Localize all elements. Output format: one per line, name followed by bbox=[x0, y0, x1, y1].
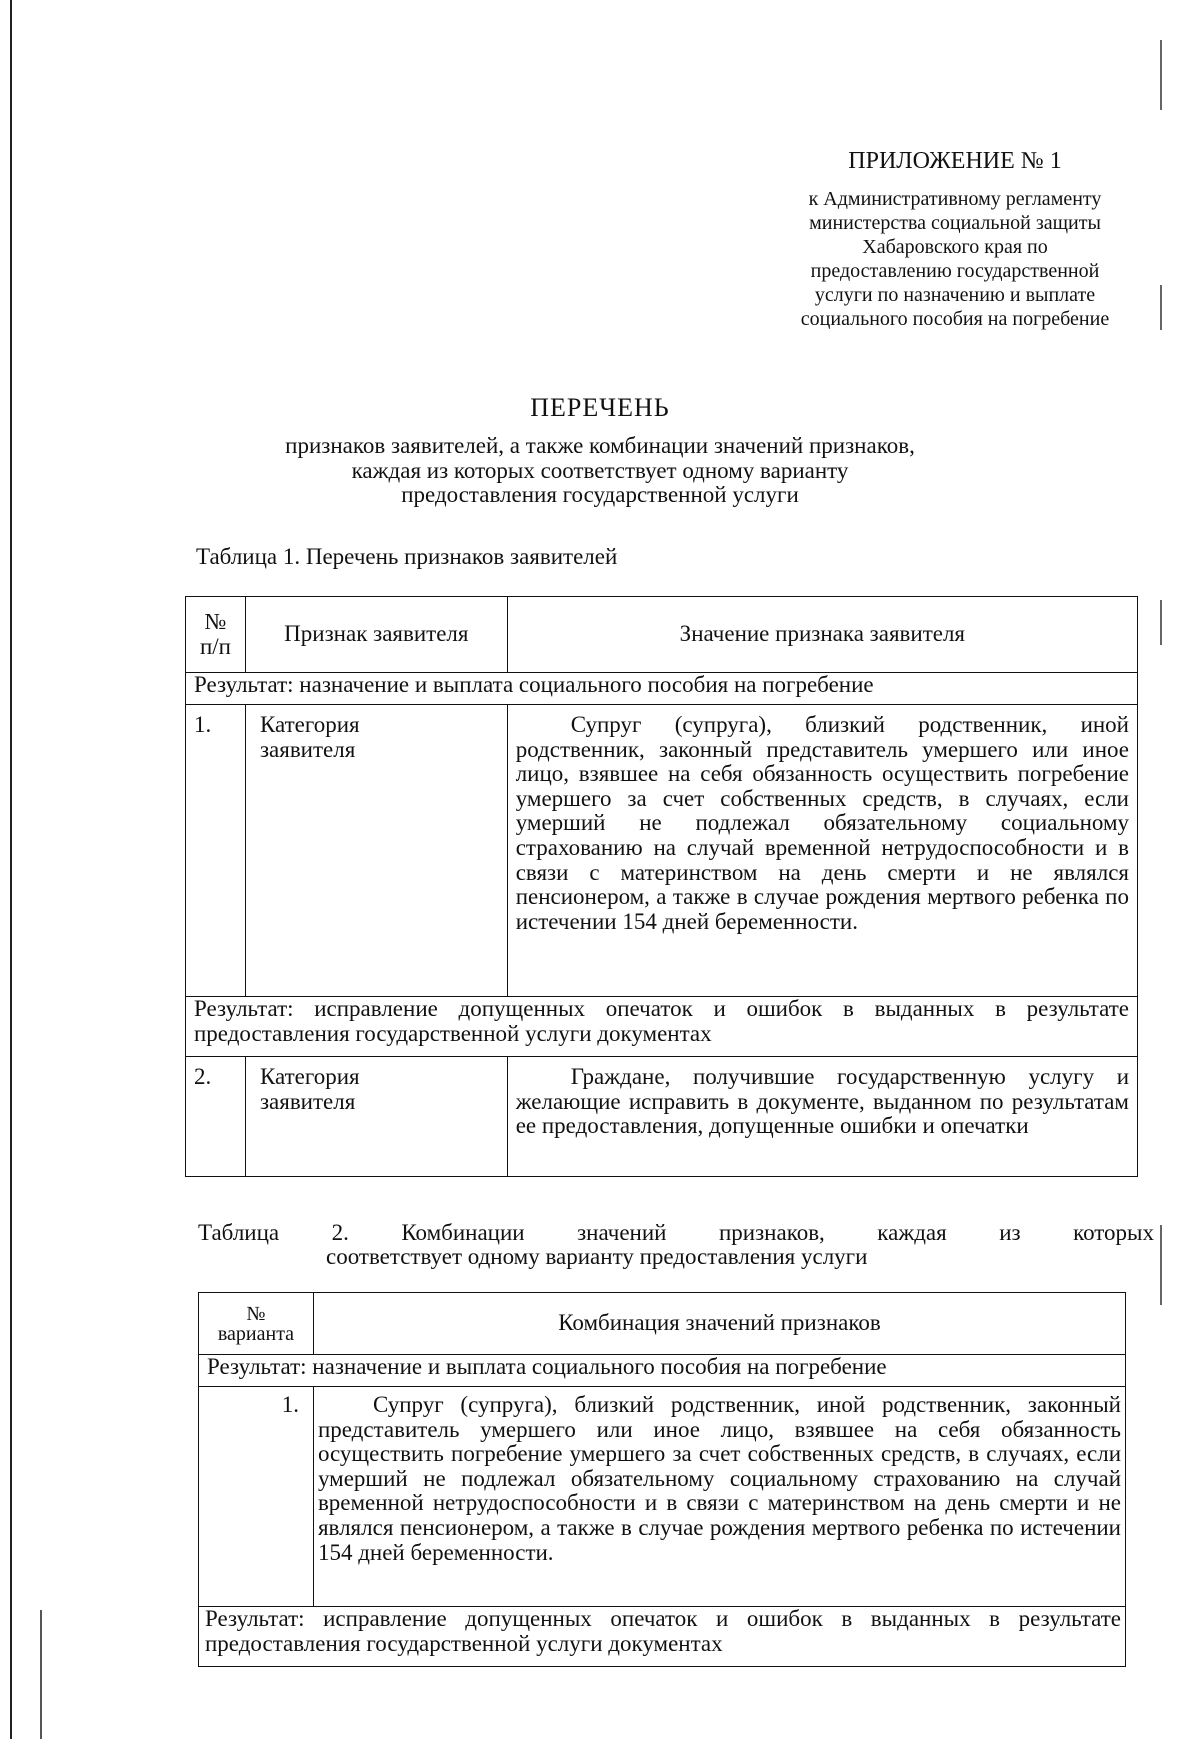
feature-line: Категория bbox=[259, 712, 360, 737]
table1-caption: Таблица 1. Перечень признаков заявителей bbox=[196, 544, 618, 569]
feature-line: Категория bbox=[259, 1064, 360, 1089]
table2 bbox=[198, 1292, 1126, 1667]
scan-left-edge-lower bbox=[40, 1610, 42, 1739]
table1-header-feature: Признак заявителя bbox=[245, 597, 507, 673]
header-num-symbol: № bbox=[204, 608, 227, 634]
table1-header-value: Значение признака заявителя bbox=[507, 597, 1137, 673]
scan-right-edge-mark bbox=[1160, 40, 1162, 110]
table1-row2-value: Граждане, получившие государственную услугу и желающие исправить в документе, выданном по результатам ее предоставления, допущенные ошибки и опечатки bbox=[507, 1057, 1137, 1177]
table-row bbox=[199, 1387, 1126, 1607]
appendix-line: министерства социальной защиты bbox=[809, 212, 1101, 234]
table2-header-combination: Комбинация значений признаков bbox=[313, 1293, 1125, 1355]
feature-line: заявителя bbox=[259, 1088, 356, 1114]
table2-caption-line2: соответствует одному варианту предоставления услуги bbox=[326, 1244, 868, 1269]
table2-section-row bbox=[199, 1355, 1126, 1387]
table1-row1-feature bbox=[245, 705, 507, 997]
scan-right-edge-mark bbox=[1160, 285, 1162, 330]
header-num-symbol: № bbox=[246, 1302, 266, 1325]
subtitle-line: каждая из которых соответствует одному варианту bbox=[351, 457, 849, 483]
table2-row1-value: Супруг (супруга), близкий родственник, иной родственник, законный представитель умершего или иное лицо, взявшее на себя обязанность осуществить погребение умершего за счет собственных средств, в случаях, если умерший не подлежал обязательному социальному страхованию на случай временной нетрудоспособности и в связи с материнством на день смерти и не являлся пенсионером, а также в случае рождения мертвого ребенка по истечении 154 дней беременности. bbox=[313, 1387, 1125, 1607]
table-row bbox=[186, 705, 1138, 997]
table-row bbox=[186, 1057, 1138, 1177]
feature-line: заявителя bbox=[259, 736, 356, 762]
scan-left-edge bbox=[10, 0, 12, 1739]
appendix-line: предоставлению государственной bbox=[810, 260, 1100, 282]
table1-row1-num: 1. bbox=[186, 705, 246, 997]
subtitle-line: признаков заявителей, а также комбинации значений признаков, bbox=[285, 433, 915, 458]
table2-section-result-1: Результат: назначение и выплата социального пособия на погребение bbox=[199, 1355, 1126, 1387]
document-subtitle bbox=[200, 434, 1000, 508]
document-title: ПЕРЕЧЕНЬ bbox=[530, 393, 670, 422]
appendix-line: услуги по назначению и выплате bbox=[814, 284, 1096, 306]
header-num-label: варианта bbox=[217, 1322, 295, 1345]
table1 bbox=[185, 596, 1138, 1177]
table2-header-row bbox=[199, 1293, 1126, 1355]
appendix-line: Хабаровского края по bbox=[862, 236, 1048, 258]
table1-row1-value: Супруг (супруга), близкий родственник, иной родственник, законный представитель умершего или иное лицо, взявшее на себя обязанность осуществить погребение умершего за счет собственных средств, в случаях, если умерший не подлежал обязательному социальному страхованию на случай временной нетрудоспособности и в связи с материнством на день смерти и не являлся пенсионером, а также в случае рождения мертвого ребенка по истечении 154 дней беременности. bbox=[507, 705, 1137, 997]
subtitle-line: предоставления государственной услуги bbox=[401, 482, 799, 507]
table2-caption-line1: Таблица 2. Комбинации значений признаков, каждая из которых bbox=[198, 1220, 1154, 1245]
appendix-line: социального пособия на погребение bbox=[800, 308, 1110, 330]
table1-header-num bbox=[186, 597, 246, 673]
table1-header-row bbox=[186, 597, 1138, 673]
table1-section-result-2: Результат: исправление допущенных опечаток и ошибок в выданных в результате предоставления государственной услуги документах bbox=[186, 997, 1138, 1057]
header-num-label: п/п bbox=[199, 633, 231, 659]
table2-row1-num: 1. bbox=[199, 1387, 314, 1607]
table2-section-result-2: Результат: исправление допущенных опечаток и ошибок в выданных в результате предоставления государственной услуги документах bbox=[199, 1607, 1126, 1667]
table1-row2-feature bbox=[245, 1057, 507, 1177]
appendix-title: ПРИЛОЖЕНИЕ № 1 bbox=[848, 148, 1062, 174]
table1-row2-num: 2. bbox=[186, 1057, 246, 1177]
table1-section-row bbox=[186, 673, 1138, 705]
table1-section-row bbox=[186, 997, 1138, 1057]
scan-right-edge-mark bbox=[1160, 1225, 1162, 1305]
table2-section-row bbox=[199, 1607, 1126, 1667]
appendix-line: к Административному регламенту bbox=[808, 188, 1102, 210]
table1-section-result-1: Результат: назначение и выплата социального пособия на погребение bbox=[186, 673, 1138, 705]
table2-header-num bbox=[199, 1293, 314, 1355]
scan-right-edge-mark bbox=[1160, 600, 1162, 645]
